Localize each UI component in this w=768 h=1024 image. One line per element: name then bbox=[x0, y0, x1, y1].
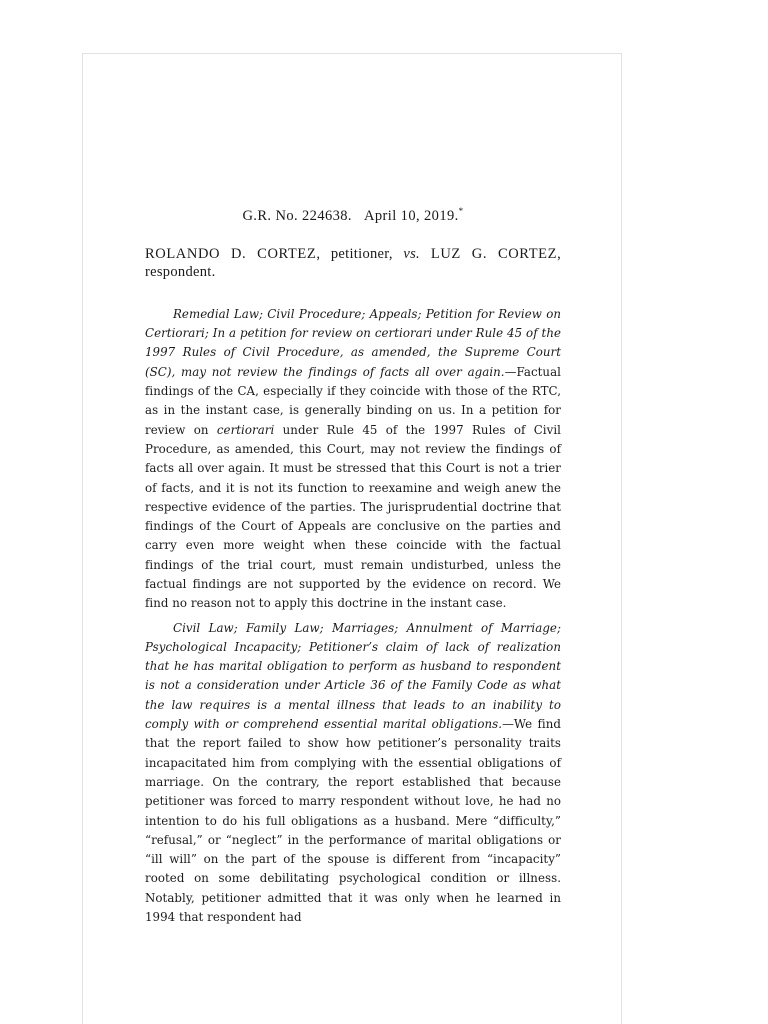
syllabus-body-1a: Factual findings of the CA, especially if they coincide with those of the RTC, as in the instant case, is generally binding on us. In a petition for review on bbox=[145, 364, 561, 437]
case-parties bbox=[145, 245, 561, 281]
syllabus-dash-2: — bbox=[502, 717, 514, 732]
syllabus-keywords-1: Remedial Law; Civil Procedure; Appeals; Petition for Review on Certiorari; In a petition for review on certiorari under Rule 45 of the 1997 Rules of Civil Procedure, as amended, the Supreme Court (SC), may not review the findings of facts all over again. bbox=[145, 306, 561, 379]
gr-number: G.R. No. 224638. bbox=[242, 207, 352, 224]
respondent-name: LUZ G. CORTEZ bbox=[419, 245, 558, 262]
syllabus-keywords-2: Civil Law; Family Law; Marriages; Annulment of Marriage; Psychological Incapacity; Petitioner’s claim of lack of realization that he has marital obligation to perform as husband to respondent is not a consideration under Article 36 of the Family Code as what the law requires is a mental illness that leads to an inability to comply with or comprehend essential marital obligations. bbox=[145, 620, 561, 732]
decision-date: April 10, 2019. bbox=[364, 207, 459, 224]
syllabus-dash-1: — bbox=[504, 364, 517, 379]
syllabus-paragraph-1 bbox=[145, 305, 561, 614]
document-page bbox=[82, 53, 622, 1024]
syllabus-body-1b: under Rule 45 of the 1997 Rules of Civil Procedure, as amended, this Court, may not review the findings of facts all over again. It must be stressed that this Court is not a trier of facts, and it is not its function to reexamine and weigh anew the respective evidence of the parties. The jurisprudential doctrine that findings of the Court of Appeals are conclusive on the parties and carry even more weight when these coincide with the factual findings of the trial court, must remain undisturbed, unless the factual findings are not supported by the evidence on record. We find no reason not to apply this doctrine in the instant case. bbox=[145, 422, 561, 611]
syllabus-body-1-italic: certiorari bbox=[216, 422, 275, 437]
syllabus-body-2: We find that the report failed to show how petitioner’s personality traits incapacitated him from complying with the essential obligations of marriage. On the contrary, the report established that because petitioner was forced to marry respondent without love, he had no intention to do his full obligations as a husband. Mere “difficulty,” “refusal,” or “neglect” in the performance of marital obligations or “ill will” on the part of the spouse is different from “incapacity” rooted on some debilitating psychological condition or illness. Notably, petitioner admitted that it was only when he learned in 1994 that respondent had bbox=[145, 717, 561, 925]
case-header bbox=[145, 202, 561, 225]
footnote-mark: * bbox=[458, 206, 464, 216]
syllabus-paragraph-2 bbox=[145, 619, 561, 928]
versus-label: vs. bbox=[403, 245, 420, 262]
petitioner-role: , petitioner, bbox=[316, 245, 404, 262]
respondent-role: , respondent. bbox=[145, 245, 562, 280]
page-content bbox=[145, 202, 561, 932]
petitioner-name: ROLANDO D. CORTEZ bbox=[145, 245, 317, 262]
